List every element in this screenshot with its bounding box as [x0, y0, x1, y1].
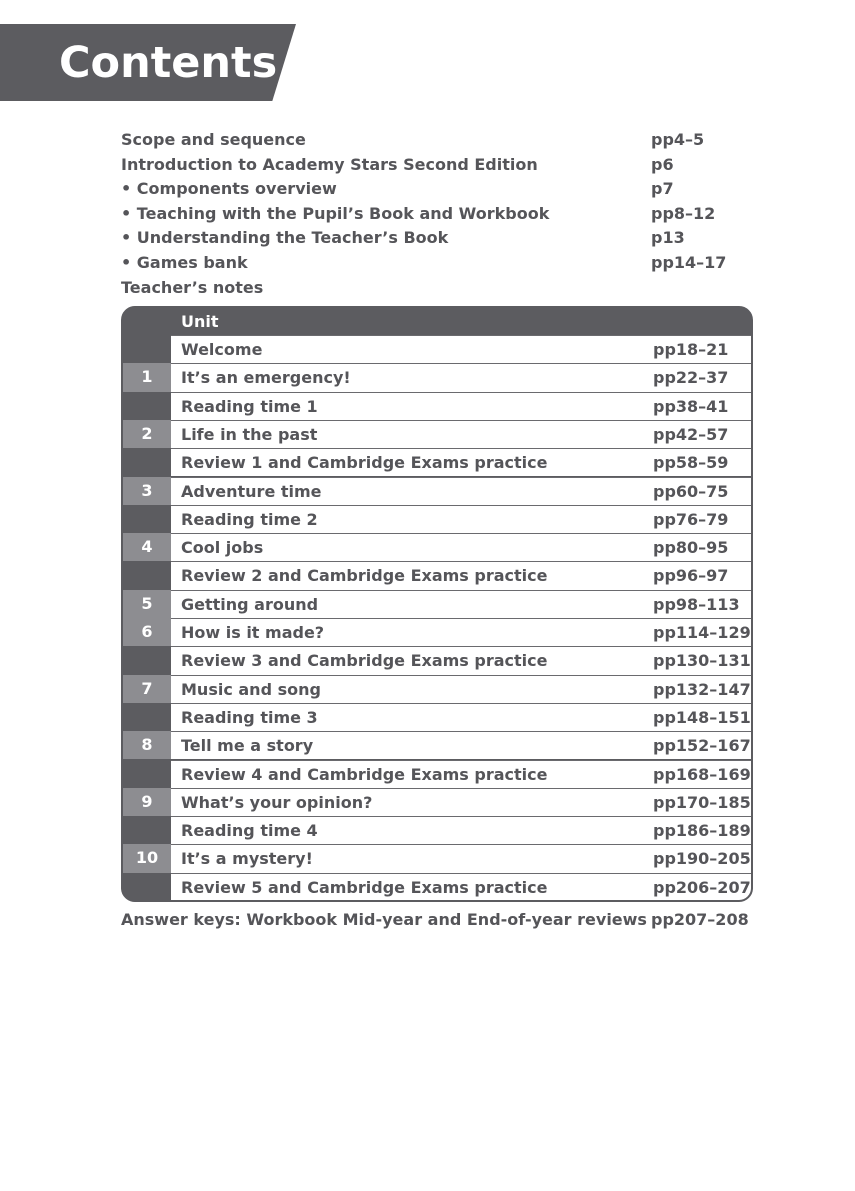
unit-title: Review 5 and Cambridge Exams practice — [181, 877, 548, 897]
unit-pages: pp22–37 — [653, 368, 729, 388]
intro-item[interactable] — [121, 177, 761, 202]
unit-row-body — [171, 505, 751, 533]
intro-item-title: Teacher’s notes — [121, 277, 264, 297]
intro-item[interactable] — [121, 153, 761, 178]
unit-title: It’s an emergency! — [181, 368, 351, 388]
unit-row-body — [171, 873, 751, 901]
intro-item-pages: p6 — [651, 154, 674, 174]
unit-title: Review 2 and Cambridge Exams practice — [181, 566, 548, 586]
unit-row-body — [171, 561, 751, 589]
unit-row[interactable] — [123, 392, 751, 420]
intro-list — [121, 128, 761, 300]
unit-row-body — [171, 646, 751, 674]
intro-item[interactable] — [121, 202, 761, 227]
unit-title: What’s your opinion? — [181, 792, 373, 812]
unit-number: 5 — [123, 590, 171, 618]
unit-title: Reading time 4 — [181, 821, 318, 841]
unit-title: Review 1 and Cambridge Exams practice — [181, 453, 548, 473]
units-header-label: Unit — [181, 312, 219, 331]
units-table — [121, 306, 753, 902]
unit-title: Review 4 and Cambridge Exams practice — [181, 764, 548, 784]
unit-number: 4 — [123, 533, 171, 561]
intro-item[interactable] — [121, 226, 761, 251]
unit-row-body — [171, 618, 751, 646]
unit-row-body — [171, 760, 751, 788]
unit-row-body — [171, 392, 751, 420]
unit-row[interactable] — [123, 590, 751, 618]
unit-number — [123, 392, 171, 420]
unit-title: Getting around — [181, 594, 319, 614]
unit-title: Life in the past — [181, 424, 318, 444]
unit-pages: pp98–113 — [653, 594, 740, 614]
unit-row[interactable] — [123, 731, 751, 759]
intro-item-title: • Understanding the Teacher’s Book — [121, 228, 449, 248]
unit-row-body — [171, 335, 751, 363]
unit-row[interactable] — [123, 646, 751, 674]
unit-title: It’s a mystery! — [181, 849, 313, 869]
unit-title: How is it made? — [181, 623, 325, 642]
unit-title: Cool jobs — [181, 538, 264, 558]
unit-row[interactable] — [123, 533, 751, 561]
unit-pages: pp130–131 — [653, 651, 751, 671]
unit-pages: pp170–185 — [653, 792, 751, 812]
unit-pages: pp58–59 — [653, 453, 729, 473]
intro-item[interactable] — [121, 276, 761, 301]
intro-item-title: Scope and sequence — [121, 130, 306, 149]
units-table-header — [123, 308, 751, 335]
unit-title: Adventure time — [181, 481, 322, 501]
intro-item[interactable] — [121, 128, 761, 153]
intro-item[interactable] — [121, 251, 761, 276]
intro-item-pages: pp14–17 — [651, 252, 727, 272]
unit-title: Reading time 1 — [181, 396, 318, 416]
unit-title: Music and song — [181, 679, 321, 699]
intro-item-title: • Games bank — [121, 252, 248, 272]
unit-pages: pp168–169 — [653, 764, 751, 784]
unit-pages: pp38–41 — [653, 396, 729, 416]
unit-row[interactable] — [123, 420, 751, 448]
unit-title: Reading time 3 — [181, 707, 318, 727]
unit-row-body — [171, 477, 751, 505]
unit-row-body — [171, 675, 751, 703]
intro-item-title: • Teaching with the Pupil’s Book and Workbook — [121, 203, 550, 223]
answer-keys-entry[interactable] — [121, 908, 761, 932]
unit-row[interactable] — [123, 335, 751, 363]
unit-number: 2 — [123, 420, 171, 448]
unit-row[interactable] — [123, 703, 751, 731]
unit-number — [123, 816, 171, 844]
unit-number: 6 — [123, 618, 171, 646]
unit-row-body — [171, 788, 751, 816]
unit-row-body — [171, 363, 751, 391]
unit-row[interactable] — [123, 873, 751, 901]
unit-row[interactable] — [123, 448, 751, 476]
unit-number: 10 — [123, 844, 171, 872]
unit-row-body — [171, 816, 751, 844]
unit-number: 8 — [123, 731, 171, 759]
unit-row-body — [171, 703, 751, 731]
unit-number — [123, 703, 171, 731]
answer-keys-pages: pp207–208 — [651, 910, 749, 929]
unit-row-body — [171, 590, 751, 618]
unit-title: Welcome — [181, 340, 263, 359]
unit-pages: pp76–79 — [653, 509, 729, 529]
unit-row-body — [171, 533, 751, 561]
unit-number: 3 — [123, 477, 171, 505]
intro-item-title: • Components overview — [121, 179, 337, 199]
unit-row[interactable] — [123, 844, 751, 872]
unit-pages: pp190–205 — [653, 849, 751, 869]
unit-title: Tell me a story — [181, 736, 314, 756]
intro-item-title: Introduction to Academy Stars Second Edition — [121, 154, 538, 174]
unit-number: 1 — [123, 363, 171, 391]
unit-number — [123, 448, 171, 476]
intro-item-pages: pp8–12 — [651, 203, 716, 223]
unit-pages: pp132–147 — [653, 679, 751, 699]
unit-row[interactable] — [123, 675, 751, 703]
unit-number: 9 — [123, 788, 171, 816]
unit-number — [123, 873, 171, 901]
unit-number — [123, 505, 171, 533]
unit-number — [123, 646, 171, 674]
unit-row[interactable] — [123, 477, 751, 505]
unit-row-body — [171, 844, 751, 872]
unit-pages: pp114–129 — [653, 623, 751, 642]
unit-row-body — [171, 448, 751, 476]
unit-pages: pp186–189 — [653, 821, 751, 841]
unit-number — [123, 335, 171, 363]
unit-row[interactable] — [123, 363, 751, 391]
unit-pages: pp148–151 — [653, 707, 751, 727]
unit-pages: pp96–97 — [653, 566, 729, 586]
unit-pages: pp18–21 — [653, 340, 729, 359]
unit-pages: pp80–95 — [653, 538, 729, 558]
unit-row[interactable] — [123, 816, 751, 844]
answer-keys-title: Answer keys: Workbook Mid-year and End-of-year reviews — [121, 910, 647, 929]
unit-row[interactable] — [123, 505, 751, 533]
unit-pages: pp206–207 — [653, 877, 751, 897]
intro-item-pages: p13 — [651, 228, 685, 248]
unit-row-body — [171, 420, 751, 448]
unit-row[interactable] — [123, 561, 751, 589]
unit-row[interactable] — [123, 618, 751, 646]
unit-pages: pp60–75 — [653, 481, 729, 501]
intro-item-pages: p7 — [651, 179, 674, 199]
page-title: Contents — [59, 38, 278, 88]
unit-number — [123, 561, 171, 589]
unit-row-body — [171, 731, 751, 759]
unit-title: Reading time 2 — [181, 509, 318, 529]
unit-title: Review 3 and Cambridge Exams practice — [181, 651, 548, 671]
unit-row[interactable] — [123, 760, 751, 788]
intro-item-pages — [651, 276, 761, 301]
unit-row[interactable] — [123, 788, 751, 816]
unit-pages: pp152–167 — [653, 736, 751, 756]
unit-pages: pp42–57 — [653, 424, 729, 444]
unit-number: 7 — [123, 675, 171, 703]
unit-number — [123, 760, 171, 788]
intro-item-pages: pp4–5 — [651, 130, 705, 149]
